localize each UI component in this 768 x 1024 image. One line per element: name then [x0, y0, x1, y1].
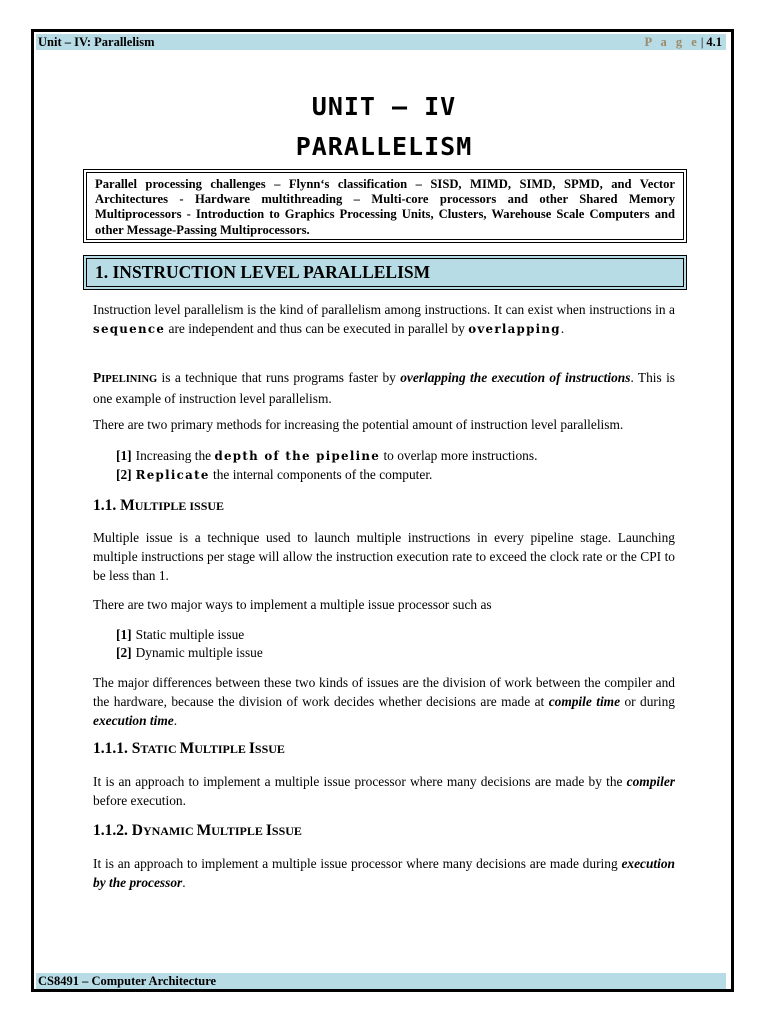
text: Instruction level parallelism is the kind of parallelism among instructions. It can exist when instructions in a — [93, 302, 675, 317]
smallcap-rest: SSUE — [271, 824, 302, 838]
smallcap-rest: SSUE — [254, 742, 285, 756]
heading-dynamic-multiple-issue — [93, 822, 302, 840]
text: . This is one example of instruction level parallelism. — [93, 370, 675, 406]
page-header — [36, 34, 726, 50]
text: . — [173, 713, 178, 728]
text: It is an approach to implement a multiple issue processor where many decisions are made by the — [93, 774, 627, 789]
text: Dynamic multiple issue — [135, 645, 263, 660]
emph-overlapping: overlapping — [468, 322, 561, 336]
text: is a technique that runs programs faster by — [157, 370, 401, 385]
paragraph-ilp-definition — [93, 300, 675, 339]
list-number: [1] — [116, 627, 132, 642]
smallcap-rest: IPELINING — [101, 374, 158, 385]
smallcap-initial: P — [93, 370, 102, 385]
text: . — [182, 875, 186, 890]
text: . — [560, 321, 565, 336]
smallcap-rest: ULTIPLE ISSUE — [134, 499, 225, 513]
paragraph-two-methods: There are two primary methods for increasing the potential amount of instruction level parallelism. — [93, 417, 624, 432]
text: the internal components of the computer. — [209, 467, 433, 482]
text: Static multiple issue — [135, 627, 245, 642]
smallcap-initial: M — [179, 740, 195, 757]
smallcap-initial: M — [196, 822, 212, 839]
smallcap-rest: ULTIPLE — [194, 742, 249, 756]
emph-compiler: compiler — [626, 774, 675, 789]
text: before execution. — [93, 793, 186, 808]
text: It is an approach to implement a multiple issue processor where many decisions are made during — [93, 856, 622, 871]
unit-title: UNIT – IV — [311, 92, 457, 121]
paragraph-static — [93, 772, 675, 810]
text: are independent and thus can be executed in parallel by — [165, 321, 469, 336]
paragraph-two-ways: There are two major ways to implement a multiple issue processor such as — [93, 597, 492, 612]
page-separator: | — [700, 35, 704, 49]
page-num: 4.1 — [706, 35, 722, 49]
paragraph-dynamic — [93, 854, 675, 892]
emph-execution-by-processor: execution by the processor — [93, 856, 675, 890]
text: The major differences between these two kinds of issues are the division of work between the compiler and the hardware, because the division of work decides whether decisions are made at — [93, 675, 675, 709]
emph-replicate: Replicate — [135, 468, 210, 482]
list-number: [1] — [116, 448, 132, 463]
list-item — [116, 465, 432, 485]
unit-subtitle: PARALLELISM — [295, 132, 473, 161]
heading-num: 1.1.1. — [93, 740, 132, 757]
heading-num: 1.1. — [93, 497, 121, 514]
smallcap-rest: ULTIPLE — [211, 824, 266, 838]
emph-overlapping-execution: overlapping the execution of instructions — [400, 370, 631, 385]
text: or during — [620, 694, 676, 709]
section-heading: 1. INSTRUCTION LEVEL PARALLELISM — [83, 255, 687, 290]
heading-num: 1.1.2. — [93, 822, 132, 839]
heading-multiple-issue — [93, 497, 224, 515]
smallcap-initial: I — [248, 740, 255, 757]
smallcap-initial: M — [120, 497, 135, 514]
list-item — [116, 625, 244, 644]
smallcap-rest: YNAMIC — [142, 824, 197, 838]
page-word: P a g e — [644, 35, 700, 49]
emph-compile-time: compile time — [548, 694, 621, 709]
emph-execution-time: execution time — [93, 713, 174, 728]
footer-course-title: CS8491 – Computer Architecture — [38, 974, 217, 988]
list-number: [2] — [116, 645, 132, 660]
smallcap-initial: S — [131, 740, 141, 757]
paragraph-pipelining — [93, 368, 675, 408]
list-item — [116, 446, 537, 466]
emph-depth: depth of the pipeline — [214, 449, 381, 463]
header-page-number — [644, 34, 722, 50]
text: to overlap more instructions. — [380, 448, 538, 463]
text: Increasing the — [135, 448, 215, 463]
emph-sequence: sequence — [93, 322, 166, 336]
page-footer — [36, 973, 726, 989]
list-item — [116, 643, 263, 662]
heading-static-multiple-issue — [93, 740, 285, 758]
syllabus-box: Parallel processing challenges – Flynn‘s classification – SISD, MIMD, SIMD, SPMD, and Vector Architectures - Hardware multithreading – Multi-core processors and other Shared Memory Multiprocessors - Introduction to Graphics Processing Units, Clusters, Warehouse Scale Computers and other Message-Passing Multiprocessors. — [83, 169, 687, 243]
paragraph-differences — [93, 673, 675, 730]
header-unit-title: Unit – IV: Parallelism — [38, 35, 155, 49]
smallcap-rest: TATIC — [140, 742, 180, 756]
smallcap-initial: D — [131, 822, 143, 839]
smallcap-initial: I — [265, 822, 272, 839]
paragraph-multiple-issue: Multiple issue is a technique used to launch multiple instructions in every pipeline stage. Launching multiple instructions per stage will allow the instruction execution rate to exceed the clock rate or the CPI to be less than 1. — [93, 530, 675, 583]
list-number: [2] — [116, 467, 132, 482]
